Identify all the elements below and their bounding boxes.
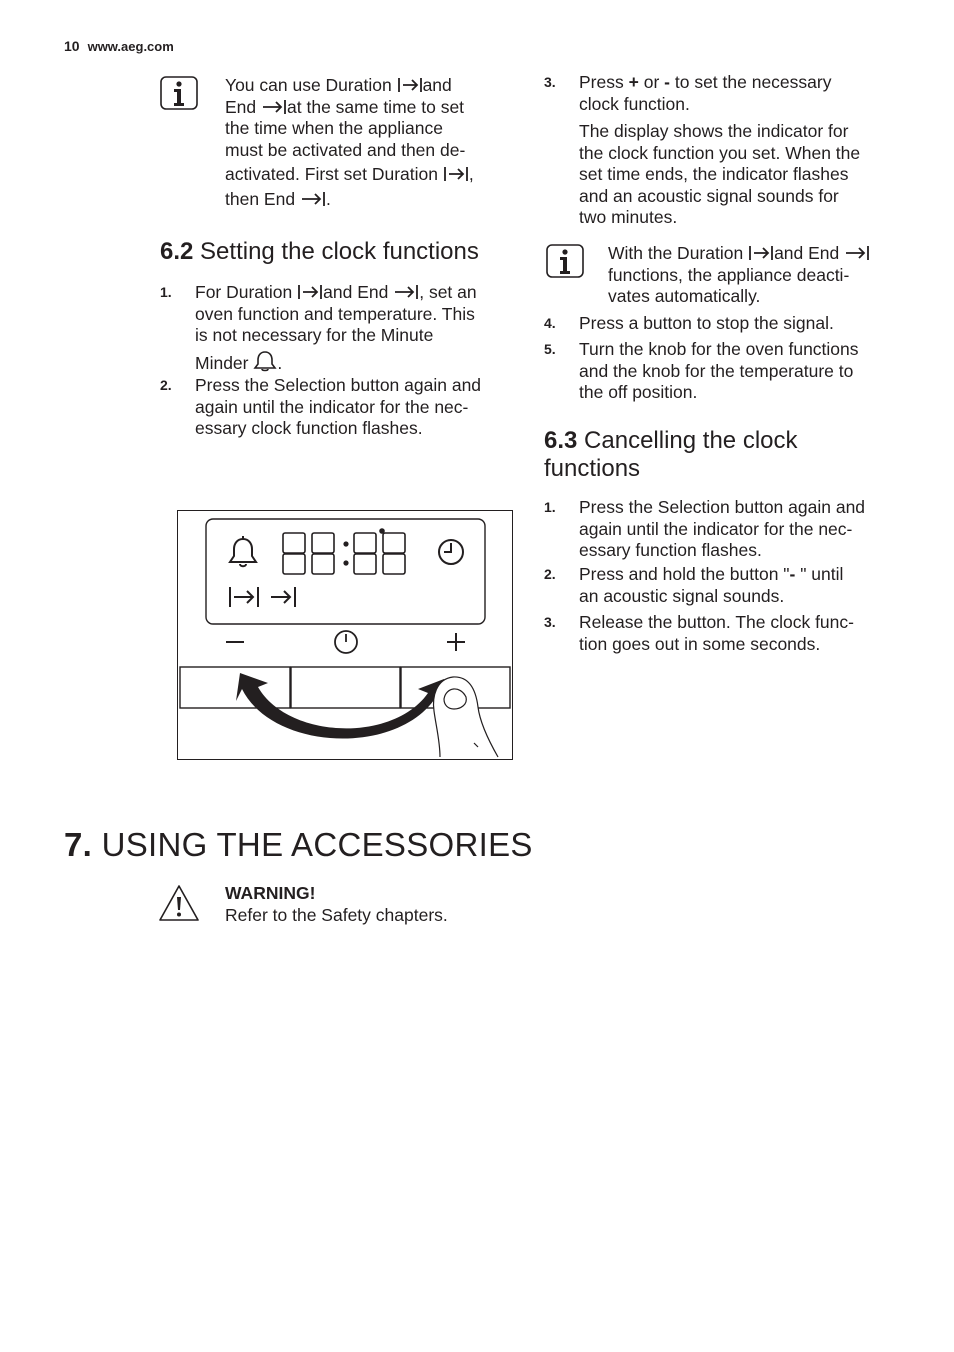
step-text: two minutes. <box>579 207 678 227</box>
info2-text: and End <box>774 243 840 263</box>
chapter-number: 7. <box>64 826 93 863</box>
list-item <box>160 375 515 445</box>
list-item <box>544 313 904 337</box>
info-icon <box>160 76 198 110</box>
section-number: 6.3 <box>544 427 578 454</box>
step-text: Press the Selection button again and <box>195 375 482 395</box>
warning-title: WARNING! <box>225 883 316 903</box>
step-text: Press the Selection button again and <box>579 497 866 517</box>
minus-symbol: - <box>664 72 670 92</box>
step-text: again until the indicator for the nec- <box>195 396 469 417</box>
warning-text: Refer to the Safety chapters. <box>225 904 448 925</box>
plus-icon <box>447 633 465 651</box>
warning-block <box>225 883 625 926</box>
step-text: clock function. <box>579 93 690 114</box>
step-text: For Duration <box>195 282 293 302</box>
section-heading-6-3 <box>544 427 798 483</box>
info1-text: must be activated and then de- <box>225 139 466 160</box>
step-text: to set the necessary <box>674 72 832 92</box>
section-heading-6-2 <box>160 238 479 266</box>
step-text: oven function and temperature. This <box>195 303 475 324</box>
finger-icon <box>434 677 498 757</box>
step-text: set time ends, the indicator flashes <box>579 164 849 184</box>
step-text: Press a button to stop the signal. <box>579 313 834 333</box>
info1-text: and <box>422 75 452 95</box>
list-item <box>544 564 904 610</box>
list-item <box>544 339 904 407</box>
step-number: 4. <box>544 315 556 331</box>
chapter-title: USING THE ACCESSORIES <box>101 826 533 863</box>
step-text: Release the button. The clock func- <box>579 612 854 632</box>
display-clock-icon <box>439 540 463 564</box>
page-header <box>64 38 174 54</box>
info1-text: the time when the appliance <box>225 118 443 138</box>
step-text: Minder <box>195 352 249 373</box>
step-text: . <box>277 352 283 373</box>
power-clock-icon <box>335 631 357 653</box>
display-digits <box>283 529 405 574</box>
end-icon <box>393 283 419 301</box>
step-text: or <box>643 72 660 92</box>
curved-arrow-icon <box>236 673 444 739</box>
step-number: 1. <box>160 284 172 300</box>
info2-text: functions, the appliance deacti- <box>608 264 850 285</box>
step-number: 2. <box>160 377 172 393</box>
info2-text: vates automatically. <box>608 286 761 306</box>
section-title: Setting the clock functions <box>200 238 479 265</box>
info1-text: . <box>325 188 331 209</box>
step-text: the off position. <box>579 382 698 402</box>
step-text: essary clock function flashes. <box>195 418 423 438</box>
step-text: again until the indicator for the nec- <box>579 518 853 539</box>
step-number: 5. <box>544 341 556 357</box>
duration-icon <box>443 165 469 183</box>
info1-text: activated. First set Duration <box>225 164 438 184</box>
info1-text: at the same time to set <box>287 96 465 117</box>
list-item <box>544 612 904 658</box>
end-icon <box>300 190 326 208</box>
control-panel-drawing <box>178 511 512 759</box>
step-text: Press <box>579 72 624 92</box>
info2-text: With the Duration <box>608 243 744 263</box>
step-text: and an acoustic signal sounds for <box>579 185 839 206</box>
step-text: " until <box>795 564 844 584</box>
step-number: 1. <box>544 499 556 515</box>
end-icon <box>261 98 287 116</box>
step-text: Press and hold the button " <box>579 564 790 584</box>
step-number: 3. <box>544 74 556 90</box>
step-text: is not necessary for the Minute <box>195 325 434 345</box>
minus-symbol: - <box>789 564 796 584</box>
step-text: Turn the knob for the oven functions <box>579 339 859 359</box>
duration-icon <box>397 76 423 94</box>
info1-text: then End <box>225 188 296 209</box>
section-number: 6.2 <box>160 238 194 265</box>
display-duration-icon <box>230 587 258 607</box>
info1-text: You can use Duration <box>225 75 392 95</box>
chapter-heading-7 <box>64 826 533 864</box>
section-title: functions <box>544 455 641 482</box>
step-text: and the knob for the temperature to <box>579 360 854 381</box>
step-text: , set an <box>419 282 477 302</box>
display-end-icon <box>271 587 295 607</box>
step-text: essary function flashes. <box>579 540 762 560</box>
step-text: an acoustic signal sounds. <box>579 585 785 606</box>
bell-icon <box>253 350 277 372</box>
list-item <box>544 72 904 232</box>
duration-icon <box>297 283 323 301</box>
info-icon <box>546 244 584 278</box>
minus-button <box>180 667 290 708</box>
end-icon <box>844 244 870 262</box>
info-note-auto-deactivate <box>608 243 908 308</box>
page-number: 10 <box>64 38 80 54</box>
site-url: www.aeg.com <box>87 39 174 54</box>
step-text: The display shows the indicator for <box>579 121 849 141</box>
step-text: tion goes out in some seconds. <box>579 633 821 654</box>
step-number: 3. <box>544 614 556 630</box>
list-item <box>160 282 515 377</box>
list-item <box>544 497 904 565</box>
display-screen <box>206 519 485 624</box>
step-text: the clock function you set. When the <box>579 142 861 163</box>
selection-button <box>291 667 400 708</box>
control-panel-illustration <box>177 510 513 760</box>
duration-icon <box>748 244 774 262</box>
section-title: Cancelling the clock <box>584 427 798 454</box>
info-note-duration-end <box>225 75 510 210</box>
info1-text: End <box>225 96 257 117</box>
plus-symbol: + <box>628 72 639 92</box>
step-number: 2. <box>544 566 556 582</box>
warning-icon <box>158 884 200 922</box>
display-bell-icon <box>230 536 256 566</box>
info1-text: , <box>468 164 474 184</box>
step-text: and End <box>323 282 389 302</box>
